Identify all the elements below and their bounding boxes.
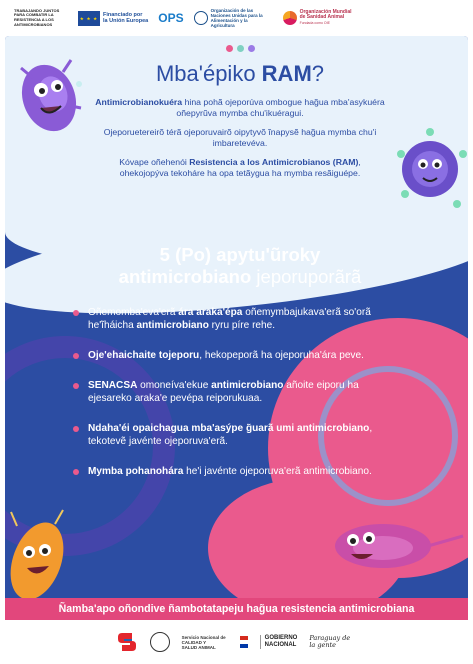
list-item: Mymba pohanohára he'i javénte ojeporuva'erã antimicrobiano. [73,465,393,478]
poster [5,36,468,598]
footer-logo-bar [0,620,473,664]
senacsa-logo-icon [116,631,138,653]
dot-icon [248,45,255,52]
dot-icon [237,45,244,52]
dot-icon [226,45,233,52]
woah-emblem-icon [283,11,297,25]
campaign-banner: Ñamba'apo oñondive ñambotatapeju hag̃ua resistencia antimicrobiana [5,598,468,620]
bullet-icon [73,469,79,475]
paragraph: Kóvape oñehenói Resistencia a los Antimicrobianos (RAM), ohekojopýva tekoháre ha opa tetãygua ha mymba resãiguépe. [119,157,361,178]
five-tips-heading: 5 (Po) apytu'ũroky antimicrobiano jeporuporãrã [118,244,362,287]
spiky-microbe-icon [385,124,468,214]
header-logo-bar [0,0,473,36]
paragraph: Antimicrobianokuéra hina pohã ojeporúva ombogue hag̃ua mba'asykuéra oñepyrũva mymba chu'ikuéragui. [95,97,385,118]
woah-logo: Organización Mundial de Sanidad Animal Fundada como OIE [283,10,378,27]
bullet-icon [73,383,79,389]
orange-microbe-icon [5,506,75,598]
list-item: Ndaha'éi opaichagua mba'asýpe g̃uarã umi antimicrobiano, tekotevẽ javénte ojeporuva'erã. [73,422,393,448]
paraguay-flag-icon [240,636,248,648]
gobierno-nacional-logo: GOBIERNO NACIONAL [260,635,298,649]
national-seal-icon [150,632,170,652]
list-item: SENACSA omoneíva'ekue antimicrobiano añoite eiporu ha ejesareko araka'e pevépa reiporukuaa. [73,379,393,405]
tips-list [73,306,393,495]
bullet-icon [73,310,79,316]
paraguay-de-la-gente-logo: Paraguay de la gente [309,634,351,649]
decorative-dots [226,45,255,52]
bullet-icon [73,353,79,359]
eu-flag-icon [78,11,100,26]
fao-emblem-icon [194,11,208,25]
bullet-icon [73,426,79,432]
fao-logo: Organización de las Naciones Unidas para la Alimentación y la Agricultura [194,8,273,28]
pink-microbe-icon [323,506,468,576]
alliance-logo: TRABAJANDO JUNTOS PARA COMBATIR LA RESISTENCIA A LOS ANTIMICROBIANOS [14,7,60,27]
paragraph: Ojeporuetereirõ térã ojeporuvairõ oipytyvõ ĩnapysẽ hag̃ua mymba chu'i imbaretevéva. [103,127,377,148]
senacsa-name: Servicio Nacional de CALIDAD Y SALUD ANIMAL [181,634,226,650]
list-item: Oñemomba'eva'erã ára araka'épa oñemymbajukava'erã so'orã he'ĩháicha antimicrobiano ryru píre rehe. [73,306,393,332]
purple-microbe-icon [11,48,91,138]
list-item: Oje'ehaichaite tojeporu, hekopeporã ha ojeporuha'ára peve. [73,349,393,362]
eu-logo: ★ ★ ★ Financiado por la Unión Europea [78,11,148,26]
section-title: Mba'épiko RAM? [155,61,325,86]
ops-logo: OPS [158,11,184,25]
what-is-ram-section [95,61,385,187]
